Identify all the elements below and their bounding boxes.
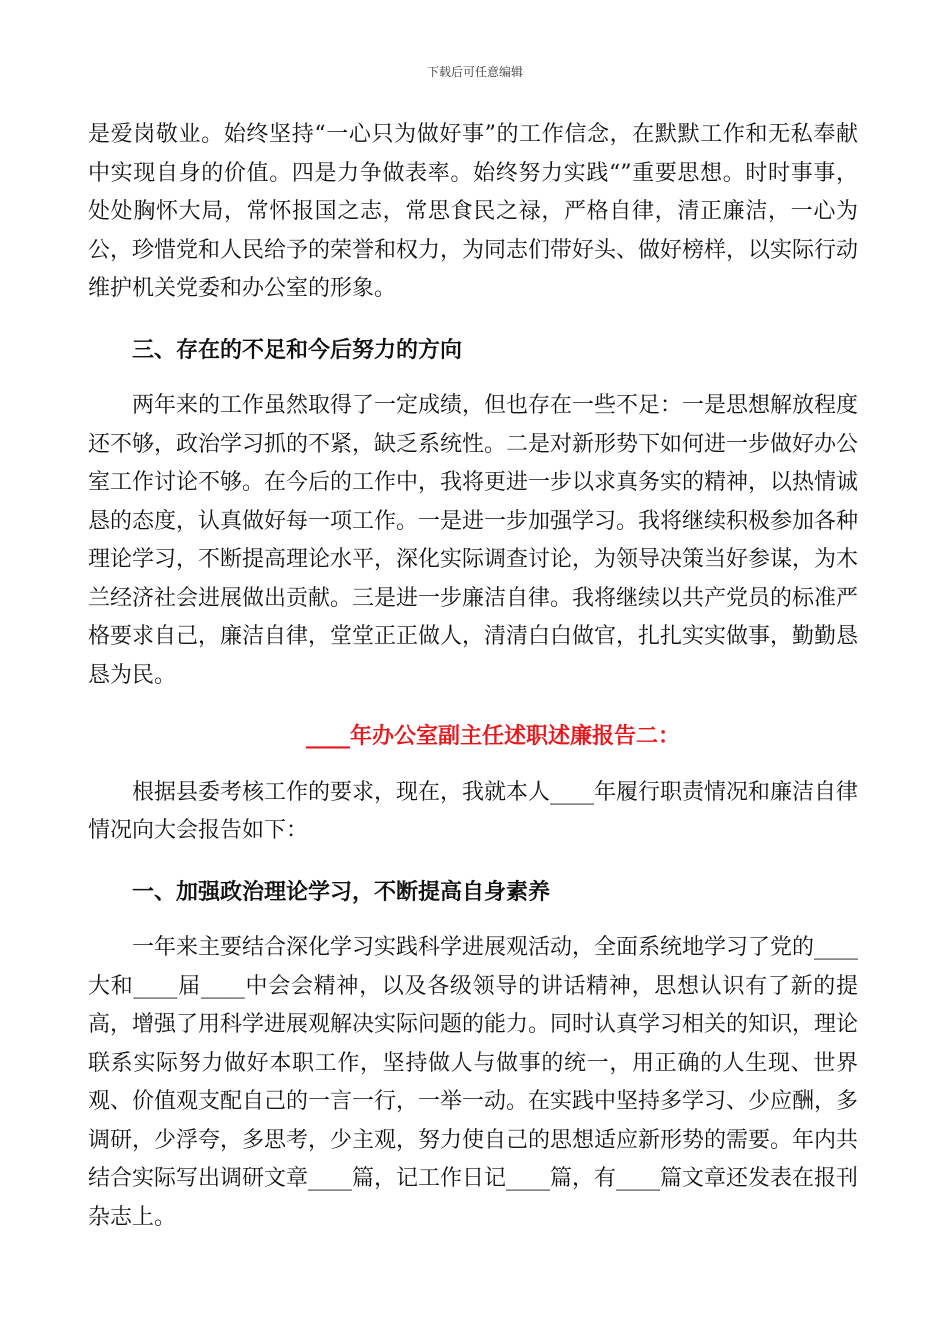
paragraph-study: 一年来主要结合深化学习实践科学进展观活动，全面系统地学习了党的____大和____届____中会会精神，以及各级领导的讲话精神，思想认识有了新的提高，增强了用科学进展观解决实际问题的能力。同时认真学习相关的知识，理论联系实际努力做好本职工作，坚持做人与做事的统一，用正确的人生现、世界观、价值观支配自己的一言一行，一举一动。在实践中坚持多学习、少应酬，多调研，少浮夸，多思考，少主观，努力使自己的思想适应新形势的需要。年内共结合实际写出调研文章____篇，记工作日记____篇，有____篇文章还发表在报刊杂志上。 [88, 935, 859, 1230]
report-title-two: ____年办公室副主任述职述廉报告二： [305, 723, 680, 749]
paragraph-continued: 是爱岗敬业。始终坚持“一心只为做好事”的工作信念，在默默工作和无私奉献中实现自身的价值。四是力争做表率。始终努力实践“”重要思想。时时事事，处处胸怀大局，常怀报国之志，常思食民之禄，严格自律，清正廉洁，一心为公，珍惜党和人民给予的荣誉和权力，为同志们带好头、做好榜样，以实际行动维护机关党委和办公室的形象。 [88, 122, 859, 301]
section-heading-study: 一、加强政治理论学习，不断提高自身素养 [132, 878, 551, 905]
paragraph-intro: 根据县委考核工作的要求，现在，我就本人____年履行职责情况和廉洁自律情况向大会报告如下： [88, 779, 859, 843]
paragraph-shortcomings: 两年来的工作虽然取得了一定成绩，但也存在一些不足：一是思想解放程度还不够，政治学习抓的不紧，缺乏系统性。二是对新形势下如何进一步做好办公室工作讨论不够。在今后的工作中，我将更进一步以求真务实的精神，以热情诚恳的态度，认真做好每一项工作。一是进一步加强学习。我将继续积极参加各种理论学习，不断提高理论水平，深化实际调查讨论，为领导决策当好参谋，为木兰经济社会进展做出贡献。三是进一步廉洁自律。我将继续以共产党员的标准严格要求自己，廉洁自律，堂堂正正做人，清清白白做官，扎扎实实做事，勤勤恳恳为民。 [88, 393, 859, 688]
page-header: 下载后可任意编辑 [426, 65, 523, 79]
document-body [88, 116, 858, 1237]
section-heading-shortcomings: 三、存在的不足和今后努力的方向 [132, 336, 463, 363]
